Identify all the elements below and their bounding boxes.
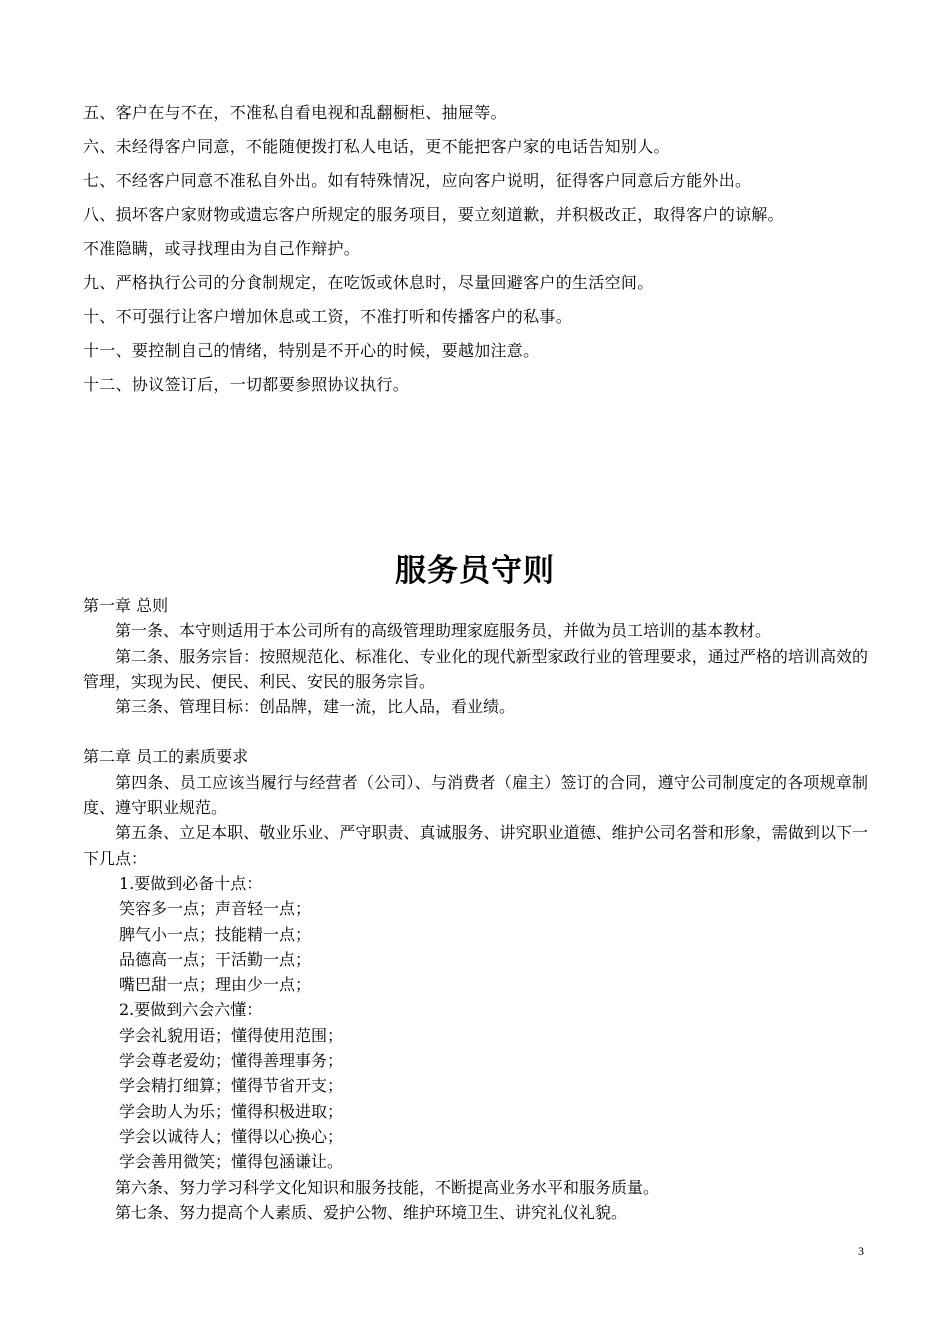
rule-item: 八、损坏客户家财物或遗忘客户所规定的服务项目，要立刻道歉，并积极改正，取得客户的谅解。 (83, 205, 784, 224)
article-1: 第一条、本守则适用于本公司所有的高级管理助理家庭服务员，并做为员工培训的基本教材。 (115, 621, 772, 641)
list-item: 学会助人为乐；懂得积极进取； (119, 1101, 344, 1121)
article-5: 第五条、立足本职、敬业乐业、严守职责、真诚服务、讲究职业道德、维护公司名誉和形象，需做到以下一下几点： (83, 823, 868, 868)
rule-item-continuation: 不准隐瞒，或寻找理由为自己作辩护。 (83, 239, 361, 258)
section-title: 服务员守则 (395, 553, 555, 589)
article-3: 第三条、管理目标：创品牌，建一流，比人品，看业绩。 (115, 697, 516, 717)
list-item: 学会精打细算；懂得节省开支； (119, 1076, 344, 1096)
list-item: 学会礼貌用语；懂得使用范围； (119, 1025, 344, 1045)
list-item: 学会尊老爱幼；懂得善理事务； (119, 1051, 344, 1071)
rule-item: 十、不可强行让客户增加休息或工资，不准打听和传播客户的私事。 (83, 307, 573, 326)
article-7: 第七条、努力提高个人素质、爱护公物、维护环境卫生、讲究礼仪礼貌。 (115, 1202, 628, 1222)
list-title: 2.要做到六会六懂： (119, 1000, 263, 1020)
list-item: 学会以诚待人；懂得以心换心； (119, 1126, 344, 1146)
chapter-heading: 第二章 员工的素质要求 (83, 747, 249, 767)
list-item: 品德高一点；干活勤一点； (119, 949, 312, 969)
section-body (83, 593, 868, 1225)
list-item: 嘴巴甜一点；理由少一点； (119, 975, 312, 995)
article-6: 第六条、努力学习科学文化知识和服务技能，不断提高业务水平和服务质量。 (115, 1177, 660, 1197)
article-2: 第二条、服务宗旨：按照规范化、标准化、专业化的现代新型家政行业的管理要求，通过严格的培训高效的管理，实现为民、便民、利民、安民的服务宗旨。 (83, 646, 868, 691)
list-title: 1.要做到必备十点： (119, 873, 263, 893)
list-item: 脾气小一点；技能精一点； (119, 924, 312, 944)
article-4: 第四条、员工应该当履行与经营者（公司）、与消费者（雇主）签订的合同，遵守公司制度定的各项规章制度、遵守职业规范。 (83, 772, 868, 818)
list-item: 笑容多一点；声音轻一点； (119, 899, 312, 919)
chapter-heading: 第一章 总则 (83, 596, 169, 615)
page-number: 3 (858, 1244, 864, 1258)
rule-item: 七、不经客户同意不准私自外出。如有特殊情况，应向客户说明，征得客户同意后方能外出。 (83, 171, 752, 190)
rules-list (83, 96, 883, 402)
rule-item: 九、严格执行公司的分食制规定，在吃饭或休息时，尽量回避客户的生活空间。 (83, 273, 654, 292)
rule-item: 六、未经得客户同意，不能随便拨打私人电话，更不能把客户家的电话告知别人。 (83, 137, 670, 156)
rule-item: 十二、协议签订后，一切都要参照协议执行。 (83, 375, 410, 394)
list-item: 学会善用微笑；懂得包涵谦让。 (119, 1152, 344, 1172)
rule-item: 五、客户在与不在，不准私自看电视和乱翻橱柜、抽屉等。 (83, 103, 507, 122)
rule-item: 十一、要控制自己的情绪，特别是不开心的时候，要越加注意。 (83, 341, 540, 360)
spacer (83, 719, 868, 744)
